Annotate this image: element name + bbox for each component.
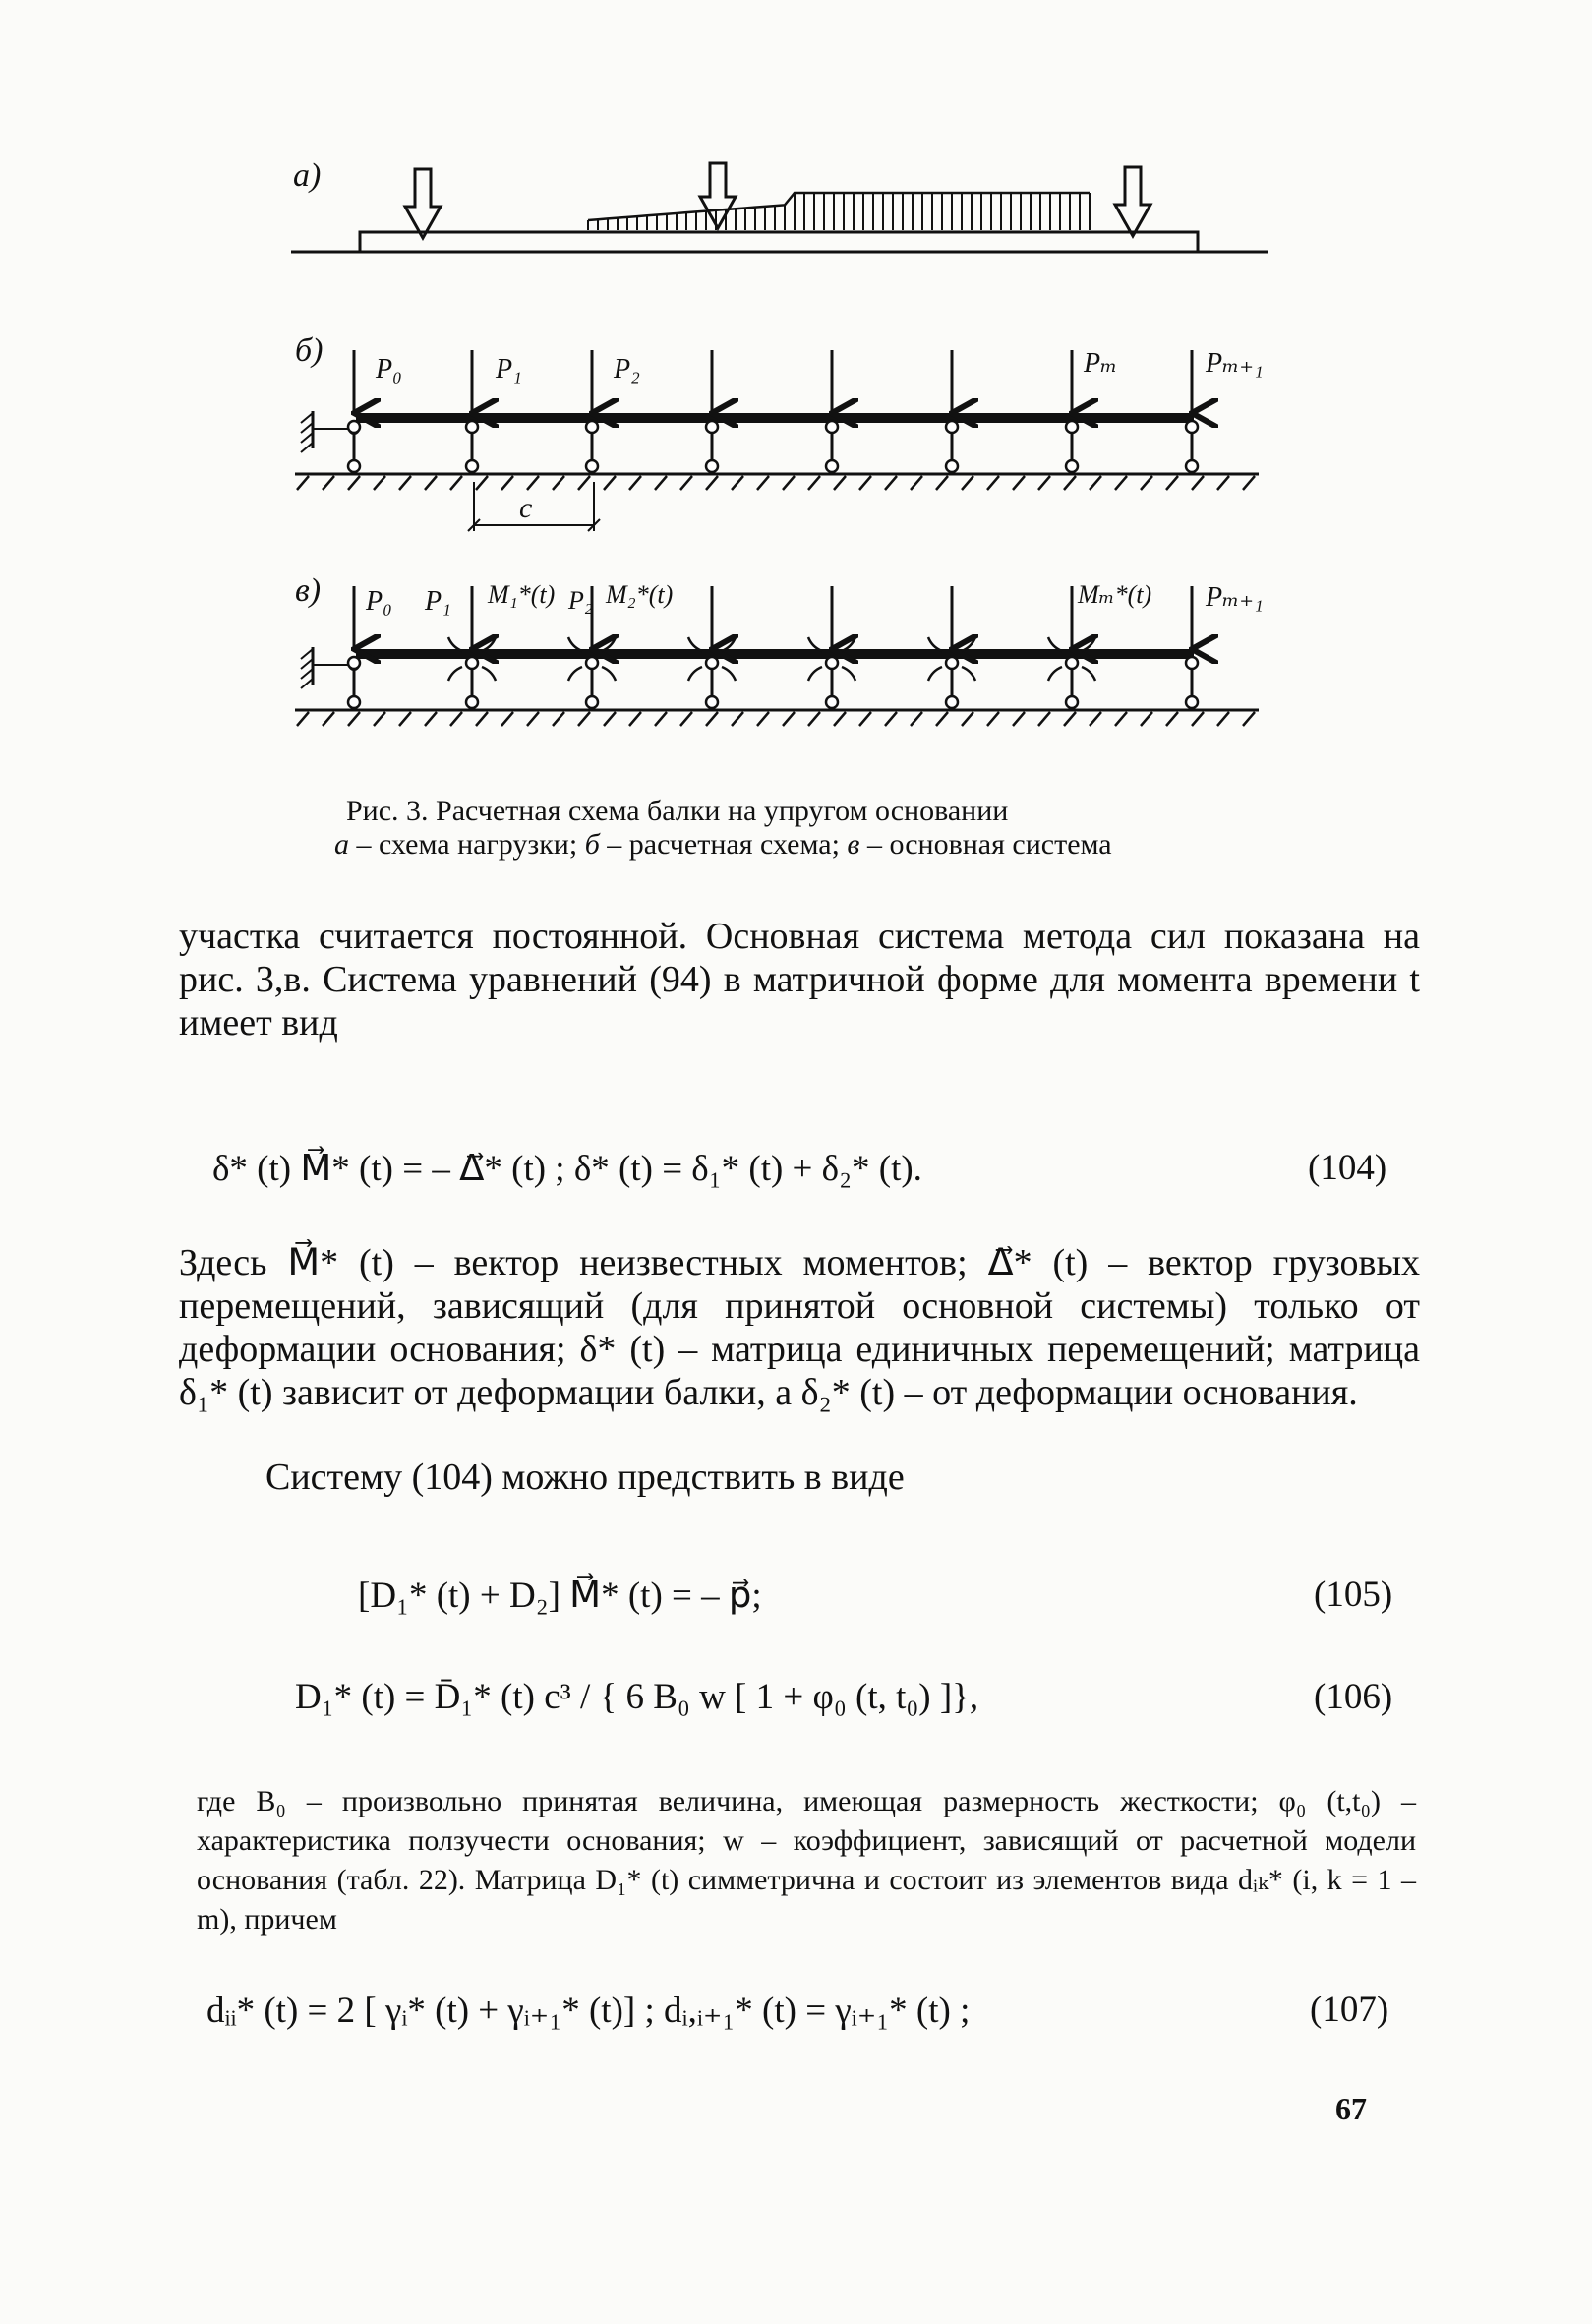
moment-arrow xyxy=(808,667,822,681)
hatch-mark xyxy=(501,712,513,726)
hatch-mark xyxy=(1217,712,1229,726)
hatch-mark xyxy=(987,476,999,490)
ground-hatch-v xyxy=(297,712,1255,726)
hatch-mark xyxy=(578,476,590,490)
hatch-mark xyxy=(1090,712,1101,726)
hinge xyxy=(348,460,360,472)
beam-slab-a xyxy=(360,232,1198,252)
hatch-mark xyxy=(348,476,360,490)
force-label-pm1: Pₘ₊₁ xyxy=(1206,348,1264,379)
moment-arrow xyxy=(1082,667,1095,681)
moment-arrow xyxy=(568,637,582,651)
hinge xyxy=(826,421,838,433)
hinge xyxy=(586,460,598,472)
panel-label-v: в) xyxy=(295,572,322,609)
hinge xyxy=(1066,421,1078,433)
hinge xyxy=(466,696,478,708)
hinge xyxy=(826,696,838,708)
hatch-mark xyxy=(987,712,999,726)
hatch-mark xyxy=(553,476,564,490)
hatch-mark xyxy=(501,476,513,490)
springs-b xyxy=(348,350,1198,472)
ground-hatch-b xyxy=(297,476,1255,490)
equation-107-number: (107) xyxy=(1310,1990,1389,2030)
equation-104: δ* (t) M⃗* (t) = – Δ⃗* (t) ; δ* (t) = δ₁* (t) + δ₂* (t). xyxy=(212,1149,922,1189)
panel-label-b: б) xyxy=(295,332,324,369)
hatch-mark xyxy=(1141,712,1152,726)
moment-arrow xyxy=(722,667,736,681)
hatch-mark xyxy=(450,712,462,726)
paragraph-3: Систему (104) можно предствить в виде xyxy=(265,1457,905,1498)
hatch-mark xyxy=(808,476,820,490)
hatch-mark xyxy=(399,476,411,490)
hatch-mark xyxy=(399,712,411,726)
caption-title: Рис. 3. Расчетная схема балки на упругом основании xyxy=(346,795,1009,827)
hinge xyxy=(1066,657,1078,669)
hatch-mark xyxy=(783,712,795,726)
moment-arrow xyxy=(1082,637,1095,651)
hatch-mark xyxy=(450,476,462,490)
paragraph-4: где B₀ – произвольно принятая величина, имеющая размерность жесткости; φ₀ (t,t₀) – характеристика ползучести основания; w – коэффициент, зависящий от расчетной модели основания (табл. 22). Матрица D₁* (t) симметрична и состоит из элементов вида dᵢₖ* (i, k = 1 – m), причем xyxy=(197,1785,1416,1936)
hatch-mark xyxy=(962,712,973,726)
load-arrow-a-right xyxy=(1115,167,1150,236)
hatch-mark xyxy=(476,476,488,490)
moment-arrow xyxy=(1048,667,1062,681)
force-label-p1: P₁ xyxy=(496,354,522,385)
force-label-v-pm1: Pₘ₊₁ xyxy=(1206,582,1264,613)
hatch-mark xyxy=(757,712,769,726)
moment-arrow xyxy=(962,667,975,681)
moment-arrow xyxy=(722,637,736,651)
springs-v xyxy=(348,586,1198,708)
hatch-mark xyxy=(1243,712,1255,726)
moment-arrow xyxy=(568,667,582,681)
hatch-mark xyxy=(936,476,948,490)
hinge xyxy=(946,657,958,669)
hatch-mark xyxy=(655,476,667,490)
hatch-mark xyxy=(527,476,539,490)
hatch-mark xyxy=(1038,476,1050,490)
load-envelope xyxy=(588,193,1090,220)
panel-a xyxy=(291,163,1268,252)
hatch-mark xyxy=(1166,476,1178,490)
hatch-mark xyxy=(655,712,667,726)
moment-label-mm: Mₘ*(t) xyxy=(1078,580,1152,609)
distributed-load-a xyxy=(588,193,1090,230)
hinge xyxy=(348,696,360,708)
hinge xyxy=(706,460,718,472)
hinge xyxy=(586,657,598,669)
paragraph-1: участка считается постоянной. Основная система метода сил показана на рис. 3,в. Система уравнений (94) в матричной форме для момента времени t имеет вид xyxy=(179,916,1420,1043)
wall-hatch-v xyxy=(301,649,313,688)
hatch-mark xyxy=(323,476,334,490)
equation-104-number: (104) xyxy=(1308,1148,1387,1188)
hatch-mark xyxy=(1115,476,1127,490)
hinge xyxy=(586,696,598,708)
hinge xyxy=(1186,460,1198,472)
hinge xyxy=(586,421,598,433)
hatch-mark xyxy=(834,712,846,726)
moment-arrow xyxy=(688,637,702,651)
hatch-mark xyxy=(680,476,692,490)
hatch-mark xyxy=(1013,712,1025,726)
hinge xyxy=(706,421,718,433)
hatch-mark xyxy=(911,712,922,726)
hatch-mark xyxy=(680,712,692,726)
hatch-mark xyxy=(885,476,897,490)
moment-arrow xyxy=(482,667,496,681)
hatch-mark xyxy=(553,712,564,726)
hatch-mark xyxy=(476,712,488,726)
hatch-mark xyxy=(425,712,437,726)
caption-key-b: б xyxy=(584,828,600,861)
equation-106: D₁* (t) = D̄₁* (t) c³ / { 6 B₀ w [ 1 + φ₀ (t, t₀) ]}, xyxy=(295,1677,979,1717)
hatch-mark xyxy=(629,712,641,726)
hinge xyxy=(1186,696,1198,708)
hatch-mark xyxy=(962,476,973,490)
wall-hatch-b xyxy=(301,413,313,452)
moment-arrow xyxy=(928,667,942,681)
hatch-mark xyxy=(527,712,539,726)
hatch-mark xyxy=(757,476,769,490)
moment-arrow xyxy=(688,667,702,681)
hatch-mark xyxy=(706,712,718,726)
force-label-v-p1: P₁ xyxy=(425,586,451,617)
load-arrow-a-left xyxy=(405,169,441,238)
caption-text-b: – расчетная схема; xyxy=(599,828,848,861)
hinge xyxy=(466,421,478,433)
figure-caption xyxy=(297,795,1280,862)
hatch-mark xyxy=(578,712,590,726)
hatch-mark xyxy=(1013,476,1025,490)
equation-106-number: (106) xyxy=(1314,1677,1393,1717)
hinge xyxy=(826,657,838,669)
hatch-mark xyxy=(374,476,385,490)
hinge xyxy=(706,657,718,669)
hatch-mark xyxy=(323,712,334,726)
hatch-mark xyxy=(885,712,897,726)
hinge xyxy=(348,421,360,433)
moment-arrow xyxy=(482,637,496,651)
hatch-mark xyxy=(1115,712,1127,726)
hatch-mark xyxy=(783,476,795,490)
moment-arrow xyxy=(448,667,462,681)
hatch-mark xyxy=(604,476,616,490)
caption-key-v: в xyxy=(847,828,860,861)
hatch-mark xyxy=(1192,476,1204,490)
moment-label-m2: M₂*(t) xyxy=(606,580,674,609)
span-label: c xyxy=(519,492,533,524)
hatch-mark xyxy=(348,712,360,726)
hatch-mark xyxy=(706,476,718,490)
hinge xyxy=(826,460,838,472)
equation-107: dᵢᵢ* (t) = 2 [ γᵢ* (t) + γᵢ₊₁* (t)] ; dᵢ,ᵢ₊₁* (t) = γᵢ₊₁* (t) ; xyxy=(206,1991,971,2031)
moment-arrow xyxy=(962,637,975,651)
hatch-mark xyxy=(1243,476,1255,490)
hatch-mark xyxy=(1064,476,1076,490)
hatch-mark xyxy=(732,476,743,490)
force-label-p0: P₀ xyxy=(376,354,402,385)
hinge xyxy=(946,460,958,472)
hinge xyxy=(466,657,478,669)
equation-105: [D₁* (t) + D₂] M⃗* (t) = – p⃗; xyxy=(358,1576,762,1616)
hatch-mark xyxy=(1090,476,1101,490)
hatch-mark xyxy=(936,712,948,726)
hatch-mark xyxy=(911,476,922,490)
hinge xyxy=(946,421,958,433)
hinge xyxy=(1186,657,1198,669)
force-label-pm: Pₘ xyxy=(1084,348,1118,379)
hatch-mark xyxy=(808,712,820,726)
paragraph-2: Здесь M⃗* (t) – вектор неизвестных моментов; Δ⃗* (t) – вектор грузовых перемещений, зависящий (для принятой основной системы) только от деформации основания; δ* (t) – матрица единичных перемещений; матрица δ₁* (t) зависит от деформации балки, а δ₂* (t) – от деформации основания. xyxy=(179,1242,1420,1413)
hatch-mark xyxy=(425,476,437,490)
hinge xyxy=(946,696,958,708)
moment-label-m1: M₁*(t) xyxy=(488,580,556,609)
hatch-mark xyxy=(1166,712,1178,726)
force-label-v-p2: P₂ xyxy=(568,586,593,615)
hatch-mark xyxy=(297,712,309,726)
hatch-mark xyxy=(297,476,309,490)
moment-arrow xyxy=(448,637,462,651)
hinge xyxy=(1186,421,1198,433)
moment-arrow xyxy=(842,637,855,651)
hatch-mark xyxy=(374,712,385,726)
equation-105-number: (105) xyxy=(1314,1575,1393,1615)
hatch-mark xyxy=(1038,712,1050,726)
hatch-mark xyxy=(1217,476,1229,490)
hatch-mark xyxy=(1192,712,1204,726)
moment-arrow xyxy=(808,637,822,651)
hinge xyxy=(706,696,718,708)
moment-arrow xyxy=(602,667,616,681)
hatch-mark xyxy=(859,476,871,490)
caption-key-a: а xyxy=(334,828,349,861)
hatch-mark xyxy=(732,712,743,726)
force-label-p2: P₂ xyxy=(614,354,640,385)
hatch-mark xyxy=(1064,712,1076,726)
moment-arrow xyxy=(1048,637,1062,651)
hatch-mark xyxy=(604,712,616,726)
hatch-mark xyxy=(629,476,641,490)
caption-text-v: – основная система xyxy=(859,828,1112,861)
moment-arrow xyxy=(928,637,942,651)
moment-arrow xyxy=(602,637,616,651)
caption-text-a: – схема нагрузки; xyxy=(349,828,585,861)
hatch-mark xyxy=(834,476,846,490)
hinge xyxy=(1066,696,1078,708)
hinge xyxy=(466,460,478,472)
force-label-v-p0: P₀ xyxy=(366,586,392,617)
moment-arrow xyxy=(842,667,855,681)
panel-label-a: а) xyxy=(293,157,322,194)
page-number: 67 xyxy=(1335,2091,1367,2126)
hatch-mark xyxy=(1141,476,1152,490)
hatch-mark xyxy=(859,712,871,726)
hinge xyxy=(1066,460,1078,472)
hinge xyxy=(348,657,360,669)
